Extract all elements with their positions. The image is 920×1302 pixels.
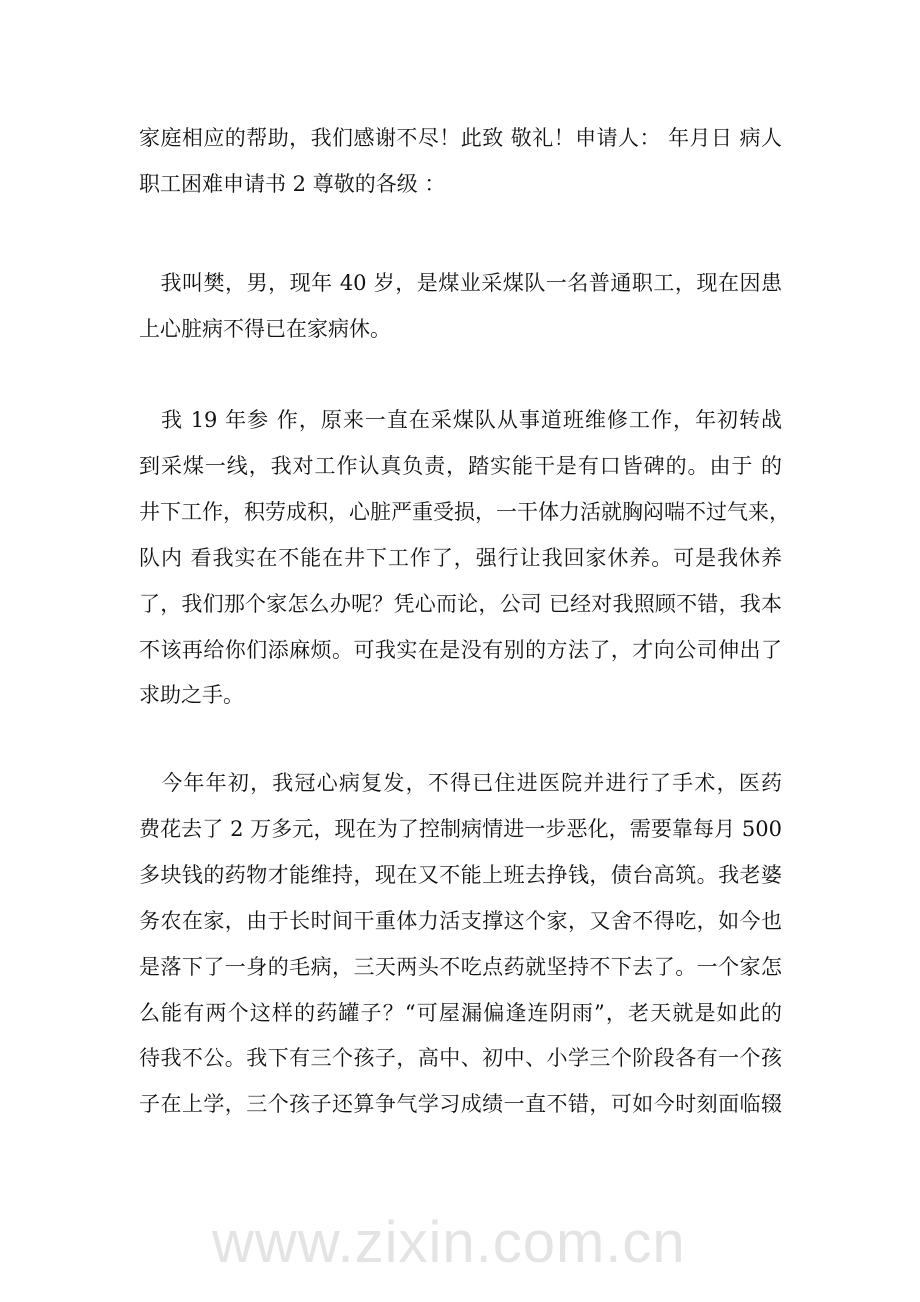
- paragraph-3-line: 队内 看我实在不能在井下工作了，强行让我回家休养。可是我休养: [139, 545, 782, 570]
- paragraph-3-line: 求助之手。: [139, 683, 244, 708]
- paragraph-3-line: 了，我们那个家怎么办呢？凭心而论，公司 已经对我照顾不错，我本: [139, 591, 782, 616]
- paragraph-3-line: 不该再给你们添麻烦。可我实在是没有别的方法了，才向公司伸出了: [139, 637, 782, 662]
- paragraph-4-line: 费花去了 2 万多元，现在为了控制病情进一步恶化，需要靠每月 500: [139, 816, 782, 841]
- paragraph-3-line: 井下工作，积劳成积，心脏严重受损，一干体力活就胸闷喘不过气来，: [139, 499, 790, 524]
- paragraph-4-line: 多块钱的药物才能维持，现在又不能上班去挣钱，债台高筑。我老婆: [139, 862, 782, 887]
- paragraph-3-line: 到采煤一线，我对工作认真负责，踏实能干是有口皆碑的。由于 的: [139, 453, 782, 478]
- paragraph-4-line: 是落下了一身的毛病，三天两头不吃点药就坚持不下去了。一个家怎: [139, 954, 782, 979]
- paragraph-4-line: 务农在家，由于长时间干重体力活支撑这个家，又舍不得吃，如今也: [139, 908, 782, 933]
- watermark: www.zixin.com.cn: [212, 1210, 686, 1275]
- paragraph-1-line: 家庭相应的帮助，我们感谢不尽！此致 敬礼！申请人： 年月日 病人: [139, 126, 782, 150]
- paragraph-3-line: 我 19 年参 作，原来一直在采煤队从事道班维修工作，年初转战: [139, 408, 782, 432]
- paragraph-4-line: 子在上学，三个孩子还算争气学习成绩一直不错，可如今时刻面临辍: [139, 1092, 782, 1117]
- paragraph-1-line: 职工困难申请书 2 尊敬的各级 ：: [139, 171, 446, 196]
- paragraph-2-line: 我叫樊，男，现年 40 岁，是煤业采煤队一名普通职工，现在因患: [139, 271, 782, 295]
- paragraph-4-line: 今年年初，我冠心病复发，不得已住进医院并进行了手术，医药: [139, 771, 782, 795]
- paragraph-4-line: 待我不公。我下有三个孩子，高中、初中、小学三个阶段各有一个孩: [139, 1046, 782, 1071]
- paragraph-4-line: 么能有两个这样的药罐子？“可屋漏偏逢连阴雨”，老天就是如此的: [139, 1000, 782, 1025]
- paragraph-2-line: 上心脏病不得已在家病休。: [139, 316, 391, 341]
